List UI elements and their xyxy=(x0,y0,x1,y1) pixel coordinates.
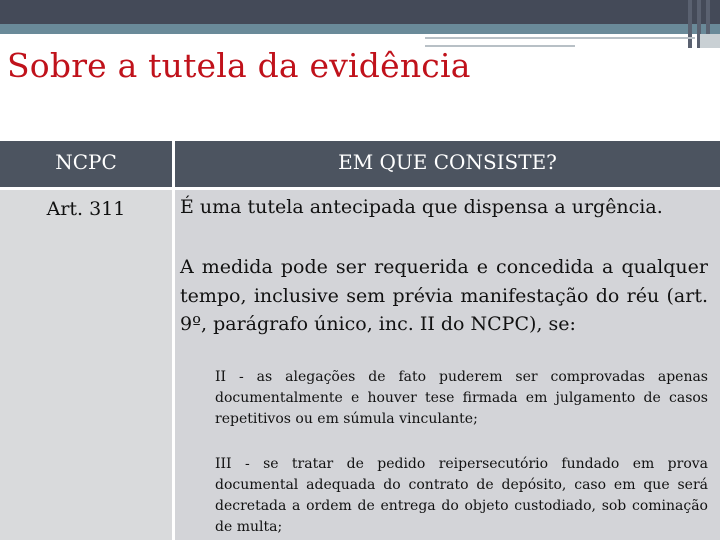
description-paragraph-1: É uma tutela antecipada que dispensa a urgência. xyxy=(180,196,663,218)
legal-quote-item-iii: III - se tratar de pedido reipersecutório fundado em prova documental adequada do contrato de depósito, caso em que será decretada a ordem de entrega do objeto custodiado, sob cominação de multa; xyxy=(215,456,708,535)
article-cell xyxy=(0,190,172,540)
top-bar-accent xyxy=(0,24,720,34)
decorative-stripe xyxy=(688,0,692,48)
top-bar xyxy=(0,0,720,24)
header-em-que-consiste: EM QUE CONSISTE? xyxy=(338,150,557,174)
header-ncpc: NCPC xyxy=(55,150,117,174)
legal-quote-item-ii: II - as alegações de fato puderem ser comprovadas apenas documentalmente e houver tese firmada em julgamento de casos repetitivos ou em súmula vinculante; xyxy=(215,369,708,427)
table-header-row xyxy=(0,141,720,187)
description-paragraph-2: A medida pode ser requerida e concedida a qualquer tempo, inclusive sem prévia manifestação do réu (art. 9º, parágrafo único, inc. II do NCPC), se: xyxy=(180,256,708,335)
article-label: Art. 311 xyxy=(46,198,126,220)
decorative-corner xyxy=(700,34,720,48)
decorative-rule xyxy=(425,37,695,39)
slide-title: Sobre a tutela da evidência xyxy=(7,46,471,85)
